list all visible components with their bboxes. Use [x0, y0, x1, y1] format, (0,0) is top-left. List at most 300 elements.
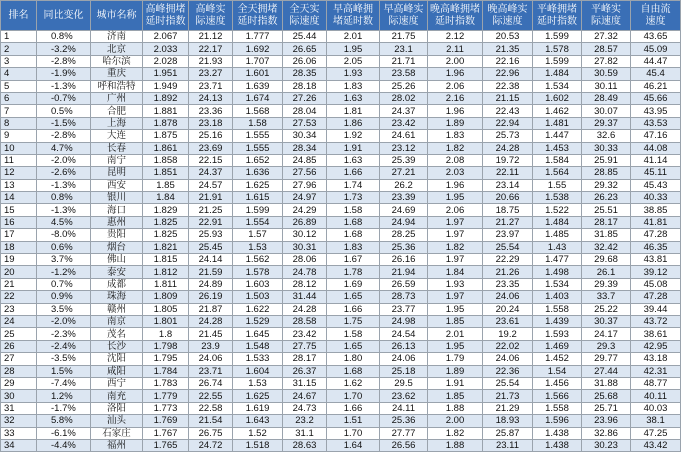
cell-city[interactable]: 长春 — [91, 142, 143, 154]
cell-am-speed[interactable]: 23.42 — [380, 117, 428, 129]
cell-free-speed[interactable]: 45.08 — [631, 278, 681, 290]
cell-flat-index[interactable]: 1.558 — [533, 303, 582, 315]
cell-change[interactable]: -4.4% — [37, 439, 91, 451]
cell-pm-speed[interactable]: 21.15 — [483, 92, 533, 104]
cell-peak-speed[interactable]: 22.15 — [189, 154, 233, 166]
cell-flat-speed[interactable]: 27.82 — [582, 55, 631, 67]
cell-change[interactable]: -2.0% — [37, 154, 91, 166]
table-row[interactable] — [1, 340, 681, 352]
cell-day-speed[interactable]: 24.67 — [283, 390, 327, 402]
table-row[interactable] — [1, 68, 681, 80]
cell-flat-index[interactable]: 1.481 — [533, 117, 582, 129]
cell-peak-speed[interactable]: 21.54 — [189, 415, 233, 427]
cell-flat-index[interactable]: 1.564 — [533, 167, 582, 179]
cell-city[interactable]: 济南 — [91, 31, 143, 43]
cell-day-index[interactable]: 1.518 — [233, 439, 283, 451]
cell-flat-speed[interactable]: 29.37 — [582, 117, 631, 129]
cell-city[interactable]: 珠海 — [91, 291, 143, 303]
table-row[interactable] — [1, 315, 681, 327]
cell-day-speed[interactable]: 28.35 — [283, 68, 327, 80]
cell-pm-index[interactable]: 2.01 — [428, 328, 483, 340]
cell-city[interactable]: 呼和浩特 — [91, 80, 143, 92]
cell-day-index[interactable]: 1.777 — [233, 31, 283, 43]
cell-peak-speed[interactable]: 22.55 — [189, 390, 233, 402]
cell-change[interactable]: -0.7% — [37, 92, 91, 104]
cell-peak-index[interactable]: 1.84 — [143, 192, 189, 204]
cell-free-speed[interactable]: 43.95 — [631, 105, 681, 117]
cell-rank[interactable]: 30 — [1, 390, 37, 402]
table-row[interactable] — [1, 154, 681, 166]
cell-change[interactable]: -1.5% — [37, 117, 91, 129]
cell-peak-index[interactable]: 1.825 — [143, 216, 189, 228]
cell-day-index[interactable]: 1.562 — [233, 254, 283, 266]
cell-peak-speed[interactable]: 23.69 — [189, 142, 233, 154]
cell-flat-speed[interactable]: 31.88 — [582, 377, 631, 389]
cell-peak-speed[interactable]: 24.72 — [189, 439, 233, 451]
cell-am-index[interactable]: 1.83 — [327, 241, 380, 253]
cell-free-speed[interactable]: 45.66 — [631, 92, 681, 104]
column-header-rank[interactable]: 排名 — [1, 1, 37, 31]
cell-change[interactable]: -8.0% — [37, 229, 91, 241]
cell-flat-speed[interactable]: 28.57 — [582, 43, 631, 55]
cell-am-speed[interactable]: 24.69 — [380, 204, 428, 216]
cell-rank[interactable]: 18 — [1, 241, 37, 253]
cell-peak-speed[interactable]: 25.93 — [189, 229, 233, 241]
cell-am-index[interactable]: 1.51 — [327, 415, 380, 427]
cell-peak-index[interactable]: 1.798 — [143, 340, 189, 352]
cell-rank[interactable]: 25 — [1, 328, 37, 340]
cell-flat-speed[interactable]: 30.07 — [582, 105, 631, 117]
cell-pm-index[interactable]: 1.84 — [428, 266, 483, 278]
cell-flat-index[interactable]: 1.584 — [533, 154, 582, 166]
table-row[interactable] — [1, 43, 681, 55]
cell-day-speed[interactable]: 27.56 — [283, 167, 327, 179]
cell-day-index[interactable]: 1.652 — [233, 154, 283, 166]
column-header-flat-speed[interactable]: 平峰实 际速度 — [582, 1, 631, 31]
cell-pm-speed[interactable]: 22.43 — [483, 105, 533, 117]
cell-day-speed[interactable]: 24.97 — [283, 192, 327, 204]
cell-day-index[interactable]: 1.529 — [233, 315, 283, 327]
cell-pm-index[interactable]: 1.79 — [428, 353, 483, 365]
cell-peak-index[interactable]: 1.809 — [143, 291, 189, 303]
cell-am-index[interactable]: 1.58 — [327, 328, 380, 340]
column-header-peak-speed[interactable]: 高峰实 际速度 — [189, 1, 233, 31]
cell-am-index[interactable]: 1.68 — [327, 365, 380, 377]
cell-day-speed[interactable]: 24.73 — [283, 402, 327, 414]
cell-pm-index[interactable]: 1.97 — [428, 291, 483, 303]
cell-flat-index[interactable]: 1.452 — [533, 353, 582, 365]
cell-rank[interactable]: 7 — [1, 105, 37, 117]
cell-peak-index[interactable]: 1.767 — [143, 427, 189, 439]
cell-am-index[interactable]: 1.58 — [327, 204, 380, 216]
cell-peak-index[interactable]: 1.881 — [143, 105, 189, 117]
cell-peak-speed[interactable]: 21.93 — [189, 55, 233, 67]
cell-rank[interactable]: 3 — [1, 55, 37, 67]
cell-pm-speed[interactable]: 21.27 — [483, 216, 533, 228]
cell-flat-speed[interactable]: 25.91 — [582, 154, 631, 166]
cell-flat-index[interactable]: 1.439 — [533, 315, 582, 327]
cell-city[interactable]: 烟台 — [91, 241, 143, 253]
cell-change[interactable]: -2.6% — [37, 167, 91, 179]
cell-flat-speed[interactable]: 33.7 — [582, 291, 631, 303]
cell-flat-speed[interactable]: 26.1 — [582, 266, 631, 278]
table-row[interactable] — [1, 117, 681, 129]
cell-pm-speed[interactable]: 24.06 — [483, 353, 533, 365]
cell-am-speed[interactable]: 24.11 — [380, 402, 428, 414]
cell-rank[interactable]: 10 — [1, 142, 37, 154]
cell-flat-speed[interactable]: 30.37 — [582, 315, 631, 327]
cell-peak-index[interactable]: 1.861 — [143, 142, 189, 154]
cell-peak-index[interactable]: 1.765 — [143, 439, 189, 451]
cell-change[interactable]: 0.8% — [37, 192, 91, 204]
cell-peak-speed[interactable]: 24.89 — [189, 278, 233, 290]
cell-am-index[interactable]: 1.93 — [327, 68, 380, 80]
cell-am-speed[interactable]: 26.56 — [380, 439, 428, 451]
cell-pm-speed[interactable]: 23.97 — [483, 229, 533, 241]
cell-day-index[interactable]: 1.622 — [233, 303, 283, 315]
cell-day-index[interactable]: 1.645 — [233, 328, 283, 340]
cell-flat-index[interactable]: 1.453 — [533, 142, 582, 154]
table-row[interactable] — [1, 353, 681, 365]
cell-am-speed[interactable]: 25.39 — [380, 154, 428, 166]
cell-am-index[interactable]: 2.01 — [327, 31, 380, 43]
cell-city[interactable]: 哈尔滨 — [91, 55, 143, 67]
cell-day-index[interactable]: 1.568 — [233, 105, 283, 117]
cell-pm-index[interactable]: 1.85 — [428, 390, 483, 402]
cell-change[interactable]: -1.7% — [37, 402, 91, 414]
cell-city[interactable]: 佛山 — [91, 254, 143, 266]
cell-pm-speed[interactable]: 25.54 — [483, 377, 533, 389]
cell-change[interactable]: 1.2% — [37, 390, 91, 402]
cell-peak-speed[interactable]: 21.87 — [189, 303, 233, 315]
cell-peak-index[interactable]: 1.815 — [143, 254, 189, 266]
cell-change[interactable]: -1.2% — [37, 266, 91, 278]
cell-peak-index[interactable]: 1.892 — [143, 92, 189, 104]
cell-flat-index[interactable]: 1.596 — [533, 415, 582, 427]
cell-pm-speed[interactable]: 21.35 — [483, 43, 533, 55]
cell-rank[interactable]: 2 — [1, 43, 37, 55]
cell-flat-index[interactable]: 1.599 — [533, 55, 582, 67]
cell-day-index[interactable]: 1.604 — [233, 365, 283, 377]
cell-day-speed[interactable]: 27.53 — [283, 117, 327, 129]
cell-day-index[interactable]: 1.57 — [233, 229, 283, 241]
cell-free-speed[interactable]: 45.4 — [631, 68, 681, 80]
cell-am-index[interactable]: 2.05 — [327, 55, 380, 67]
cell-peak-index[interactable]: 1.858 — [143, 154, 189, 166]
cell-am-speed[interactable]: 24.06 — [380, 353, 428, 365]
cell-change[interactable]: 0.7% — [37, 278, 91, 290]
cell-day-index[interactable]: 1.52 — [233, 427, 283, 439]
cell-peak-index[interactable]: 2.028 — [143, 55, 189, 67]
cell-change[interactable]: 0.5% — [37, 105, 91, 117]
cell-day-speed[interactable]: 27.96 — [283, 179, 327, 191]
cell-day-index[interactable]: 1.674 — [233, 92, 283, 104]
cell-free-speed[interactable]: 40.11 — [631, 390, 681, 402]
cell-am-speed[interactable]: 28.02 — [380, 92, 428, 104]
table-row[interactable] — [1, 31, 681, 43]
cell-change[interactable]: 0.8% — [37, 31, 91, 43]
cell-flat-speed[interactable]: 29.3 — [582, 340, 631, 352]
cell-am-index[interactable]: 1.78 — [327, 266, 380, 278]
cell-peak-index[interactable]: 1.779 — [143, 390, 189, 402]
cell-flat-speed[interactable]: 28.49 — [582, 92, 631, 104]
cell-change[interactable]: -2.3% — [37, 328, 91, 340]
cell-free-speed[interactable]: 44.47 — [631, 55, 681, 67]
table-row[interactable] — [1, 390, 681, 402]
cell-rank[interactable]: 22 — [1, 291, 37, 303]
cell-flat-speed[interactable]: 29.68 — [582, 254, 631, 266]
cell-day-speed[interactable]: 30.31 — [283, 241, 327, 253]
cell-day-index[interactable]: 1.554 — [233, 216, 283, 228]
cell-change[interactable]: 1.5% — [37, 365, 91, 377]
cell-am-speed[interactable]: 28.25 — [380, 229, 428, 241]
cell-flat-speed[interactable]: 31.85 — [582, 229, 631, 241]
cell-peak-speed[interactable]: 23.71 — [189, 365, 233, 377]
cell-flat-index[interactable]: 1.438 — [533, 427, 582, 439]
column-header-pm-speed[interactable]: 晚高峰实 际速度 — [483, 1, 533, 31]
cell-day-speed[interactable]: 28.06 — [283, 254, 327, 266]
cell-peak-speed[interactable]: 23.18 — [189, 117, 233, 129]
cell-day-index[interactable]: 1.53 — [233, 241, 283, 253]
cell-day-index[interactable]: 1.599 — [233, 204, 283, 216]
column-header-peak-index[interactable]: 高峰拥堵 延时指数 — [143, 1, 189, 31]
cell-city[interactable]: 广州 — [91, 92, 143, 104]
cell-city[interactable]: 茂名 — [91, 328, 143, 340]
cell-city[interactable]: 南宁 — [91, 154, 143, 166]
cell-flat-speed[interactable]: 24.17 — [582, 328, 631, 340]
cell-change[interactable]: 3.5% — [37, 303, 91, 315]
cell-day-speed[interactable]: 31.15 — [283, 377, 327, 389]
cell-flat-index[interactable]: 1.498 — [533, 266, 582, 278]
cell-day-speed[interactable]: 28.04 — [283, 105, 327, 117]
cell-am-speed[interactable]: 23.62 — [380, 390, 428, 402]
cell-flat-speed[interactable]: 26.23 — [582, 192, 631, 204]
cell-city[interactable]: 汕头 — [91, 415, 143, 427]
cell-am-index[interactable]: 1.65 — [327, 291, 380, 303]
cell-peak-index[interactable]: 1.949 — [143, 80, 189, 92]
column-header-free-speed[interactable]: 自由流 速度 — [631, 1, 681, 31]
cell-flat-index[interactable]: 1.534 — [533, 278, 582, 290]
cell-am-index[interactable]: 1.70 — [327, 390, 380, 402]
cell-day-speed[interactable]: 26.65 — [283, 43, 327, 55]
cell-pm-speed[interactable]: 21.73 — [483, 390, 533, 402]
cell-am-speed[interactable]: 25.26 — [380, 80, 428, 92]
cell-flat-speed[interactable]: 29.32 — [582, 179, 631, 191]
table-row[interactable] — [1, 204, 681, 216]
cell-change[interactable]: 4.7% — [37, 142, 91, 154]
cell-day-speed[interactable]: 26.37 — [283, 365, 327, 377]
cell-am-index[interactable]: 1.65 — [327, 340, 380, 352]
cell-day-index[interactable]: 1.692 — [233, 43, 283, 55]
cell-day-speed[interactable]: 27.75 — [283, 340, 327, 352]
table-row[interactable] — [1, 167, 681, 179]
cell-flat-speed[interactable]: 28.85 — [582, 167, 631, 179]
cell-pm-index[interactable]: 1.93 — [428, 278, 483, 290]
cell-am-speed[interactable]: 25.18 — [380, 365, 428, 377]
cell-rank[interactable]: 23 — [1, 303, 37, 315]
cell-flat-speed[interactable]: 29.77 — [582, 353, 631, 365]
cell-pm-index[interactable]: 2.03 — [428, 167, 483, 179]
cell-peak-index[interactable]: 1.811 — [143, 278, 189, 290]
cell-city[interactable]: 成都 — [91, 278, 143, 290]
cell-peak-index[interactable]: 1.821 — [143, 241, 189, 253]
cell-free-speed[interactable]: 45.09 — [631, 43, 681, 55]
cell-peak-speed[interactable]: 26.19 — [189, 291, 233, 303]
cell-pm-index[interactable]: 1.89 — [428, 117, 483, 129]
cell-free-speed[interactable]: 47.28 — [631, 291, 681, 303]
cell-rank[interactable]: 24 — [1, 315, 37, 327]
cell-free-speed[interactable]: 45.43 — [631, 179, 681, 191]
cell-pm-index[interactable]: 2.08 — [428, 154, 483, 166]
cell-am-speed[interactable]: 27.21 — [380, 167, 428, 179]
cell-day-speed[interactable]: 26.06 — [283, 55, 327, 67]
cell-pm-index[interactable]: 1.91 — [428, 377, 483, 389]
cell-am-index[interactable]: 1.95 — [327, 43, 380, 55]
cell-rank[interactable]: 15 — [1, 204, 37, 216]
cell-free-speed[interactable]: 43.42 — [631, 439, 681, 451]
cell-pm-index[interactable]: 1.96 — [428, 105, 483, 117]
cell-city[interactable]: 银川 — [91, 192, 143, 204]
cell-pm-index[interactable]: 2.06 — [428, 204, 483, 216]
cell-change[interactable]: -2.0% — [37, 315, 91, 327]
cell-change[interactable]: 0.9% — [37, 291, 91, 303]
cell-flat-index[interactable]: 1.462 — [533, 105, 582, 117]
cell-peak-index[interactable]: 1.875 — [143, 130, 189, 142]
table-row[interactable] — [1, 229, 681, 241]
cell-city[interactable]: 海口 — [91, 204, 143, 216]
cell-pm-speed[interactable]: 18.75 — [483, 204, 533, 216]
cell-pm-speed[interactable]: 25.54 — [483, 241, 533, 253]
cell-pm-index[interactable]: 2.06 — [428, 80, 483, 92]
cell-peak-speed[interactable]: 23.36 — [189, 105, 233, 117]
cell-free-speed[interactable]: 38.61 — [631, 328, 681, 340]
cell-peak-speed[interactable]: 23.71 — [189, 80, 233, 92]
cell-change[interactable]: -1.3% — [37, 80, 91, 92]
cell-flat-speed[interactable]: 23.96 — [582, 415, 631, 427]
cell-pm-index[interactable]: 1.96 — [428, 179, 483, 191]
cell-am-index[interactable]: 1.63 — [327, 92, 380, 104]
cell-am-index[interactable]: 1.66 — [327, 402, 380, 414]
cell-am-index[interactable]: 1.81 — [327, 105, 380, 117]
table-row[interactable] — [1, 328, 681, 340]
cell-rank[interactable]: 14 — [1, 192, 37, 204]
cell-flat-index[interactable]: 1.593 — [533, 328, 582, 340]
cell-change[interactable]: 0.6% — [37, 241, 91, 253]
cell-flat-index[interactable]: 1.447 — [533, 130, 582, 142]
cell-flat-index[interactable]: 1.522 — [533, 204, 582, 216]
cell-am-index[interactable]: 1.64 — [327, 439, 380, 451]
cell-peak-speed[interactable]: 24.14 — [189, 254, 233, 266]
cell-flat-index[interactable]: 1.403 — [533, 291, 582, 303]
cell-day-speed[interactable]: 28.18 — [283, 80, 327, 92]
cell-day-index[interactable]: 1.533 — [233, 353, 283, 365]
cell-pm-index[interactable]: 1.88 — [428, 402, 483, 414]
table-row[interactable] — [1, 105, 681, 117]
cell-am-speed[interactable]: 23.77 — [380, 303, 428, 315]
cell-peak-index[interactable]: 1.784 — [143, 365, 189, 377]
cell-flat-index[interactable]: 1.55 — [533, 179, 582, 191]
cell-day-index[interactable]: 1.619 — [233, 402, 283, 414]
cell-free-speed[interactable]: 43.81 — [631, 254, 681, 266]
cell-peak-speed[interactable]: 21.12 — [189, 31, 233, 43]
cell-day-speed[interactable]: 26.89 — [283, 216, 327, 228]
cell-change[interactable]: -1.9% — [37, 68, 91, 80]
cell-free-speed[interactable]: 41.81 — [631, 216, 681, 228]
cell-am-speed[interactable]: 25.36 — [380, 241, 428, 253]
cell-pm-speed[interactable]: 18.93 — [483, 415, 533, 427]
cell-day-speed[interactable]: 31.1 — [283, 427, 327, 439]
table-row[interactable] — [1, 55, 681, 67]
cell-peak-index[interactable]: 1.951 — [143, 68, 189, 80]
cell-day-index[interactable]: 1.503 — [233, 291, 283, 303]
cell-am-speed[interactable]: 21.71 — [380, 55, 428, 67]
column-header-am-index[interactable]: 早高峰拥 堵延时数 — [327, 1, 380, 31]
cell-pm-index[interactable]: 2.16 — [428, 92, 483, 104]
cell-free-speed[interactable]: 43.65 — [631, 31, 681, 43]
cell-flat-index[interactable]: 1.54 — [533, 365, 582, 377]
cell-pm-speed[interactable]: 23.14 — [483, 179, 533, 191]
cell-flat-index[interactable]: 1.477 — [533, 254, 582, 266]
cell-pm-index[interactable]: 1.83 — [428, 130, 483, 142]
cell-free-speed[interactable]: 45.11 — [631, 167, 681, 179]
cell-pm-index[interactable]: 1.82 — [428, 142, 483, 154]
cell-peak-index[interactable]: 1.805 — [143, 303, 189, 315]
cell-free-speed[interactable]: 43.18 — [631, 353, 681, 365]
cell-pm-speed[interactable]: 24.06 — [483, 291, 533, 303]
cell-am-index[interactable]: 1.68 — [327, 216, 380, 228]
cell-peak-speed[interactable]: 21.91 — [189, 192, 233, 204]
cell-rank[interactable]: 12 — [1, 167, 37, 179]
cell-day-speed[interactable]: 30.34 — [283, 130, 327, 142]
table-row[interactable] — [1, 179, 681, 191]
cell-city[interactable]: 昆明 — [91, 167, 143, 179]
cell-pm-speed[interactable]: 22.36 — [483, 365, 533, 377]
cell-pm-index[interactable]: 2.00 — [428, 55, 483, 67]
cell-day-index[interactable]: 1.625 — [233, 179, 283, 191]
cell-rank[interactable]: 5 — [1, 80, 37, 92]
cell-free-speed[interactable]: 48.77 — [631, 377, 681, 389]
cell-am-speed[interactable]: 29.5 — [380, 377, 428, 389]
cell-free-speed[interactable]: 43.72 — [631, 315, 681, 327]
cell-am-index[interactable]: 1.73 — [327, 192, 380, 204]
cell-free-speed[interactable]: 47.28 — [631, 229, 681, 241]
cell-am-index[interactable]: 1.66 — [327, 167, 380, 179]
cell-pm-index[interactable]: 1.89 — [428, 365, 483, 377]
cell-flat-index[interactable]: 1.469 — [533, 340, 582, 352]
cell-flat-index[interactable]: 1.558 — [533, 402, 582, 414]
cell-am-index[interactable]: 1.68 — [327, 229, 380, 241]
cell-pm-index[interactable]: 2.00 — [428, 415, 483, 427]
cell-free-speed[interactable]: 40.03 — [631, 402, 681, 414]
cell-peak-index[interactable]: 1.851 — [143, 167, 189, 179]
cell-flat-speed[interactable]: 28.17 — [582, 216, 631, 228]
cell-peak-speed[interactable]: 26.74 — [189, 377, 233, 389]
cell-pm-index[interactable]: 1.97 — [428, 229, 483, 241]
cell-change[interactable]: 4.5% — [37, 216, 91, 228]
cell-am-index[interactable]: 1.70 — [327, 427, 380, 439]
cell-rank[interactable]: 34 — [1, 439, 37, 451]
cell-pm-speed[interactable]: 22.16 — [483, 55, 533, 67]
cell-am-speed[interactable]: 21.75 — [380, 31, 428, 43]
column-header-day-index[interactable]: 全天拥堵 延时指数 — [233, 1, 283, 31]
cell-day-speed[interactable]: 27.26 — [283, 92, 327, 104]
cell-day-index[interactable]: 1.615 — [233, 192, 283, 204]
cell-am-speed[interactable]: 21.94 — [380, 266, 428, 278]
cell-rank[interactable]: 27 — [1, 353, 37, 365]
cell-rank[interactable]: 33 — [1, 427, 37, 439]
cell-day-speed[interactable]: 31.44 — [283, 291, 327, 303]
cell-am-index[interactable]: 1.67 — [327, 254, 380, 266]
